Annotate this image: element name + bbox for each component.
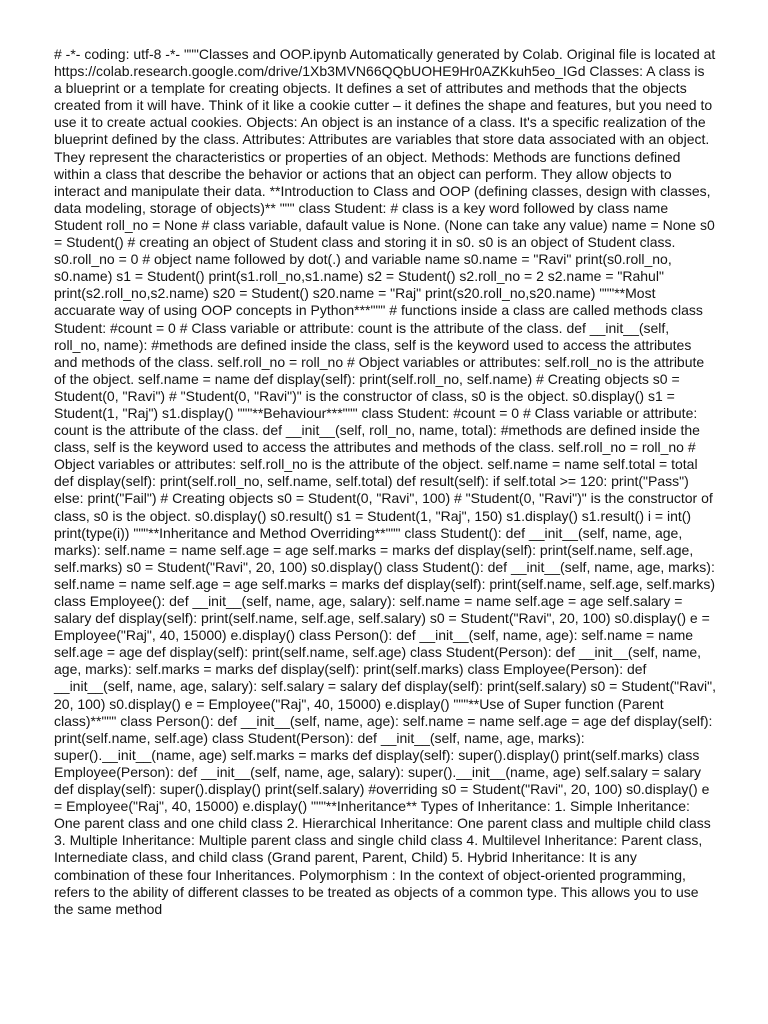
document-body-text: # -*- coding: utf-8 -*- """Classes and OOP.ipynb Automatically generated by Colab. Original file is located at https://colab.research.google.com/drive/1Xb3MVN66QQbUOHE9Hr0AZKkuh5eo_IGd Classes: A class is a blueprint or a template for creating objects. It defines a set of attributes and methods that the objects created from it will have. Think of it like a cookie cutter – it defines the shape and features, but you need to use it to create actual cookies. Objects: An object is an instance of a class. It's a specific realization of the blueprint defined by the class. Attributes: Attributes are variables that store data associated with an object. They represent the characteristics or properties of an object. Methods: Methods are functions defined within a class that describe the behavior or actions that an object can perform. They allow objects to interact and manipulate their data. **Introduction to Class and OOP (defining classes, design with classes, data modeling, storage of objects)** """ class Student: # class is a key word followed by class name Student roll_no = None # class variable, dafault value is None. (None can take any value) name = None s0 = Student() # creating an object of Student class and storing it in s0. s0 is an object of Student class. s0.roll_no = 0 # object name followed by dot(.) and variable name s0.name = "Ravi" print(s0.roll_no, s0.name) s1 = Student() print(s1.roll_no,s1.name) s2 = Student() s2.roll_no = 2 s2.name = "Rahul" print(s2.roll_no,s2.name) s20 = Student() s20.name = "Raj" print(s20.roll_no,s20.name) """**Most accuarate way of using OOP concepts in Python***""" # functions inside a class are called methods class Student: #count = 0 # Class variable or attribute: count is the attribute of the class. def __init__(self, roll_no, name): #methods are defined inside the class, self is the keyword used to access the attributes and methods of the class. self.roll_no = roll_no # Object variables or attributes: self.roll_no is the attribute of the object. self.name = name def display(self): print(self.roll_no, self.name) # Creating objects s0 = Student(0, "Ravi") # "Student(0, "Ravi")" is the constructor of class, s0 is the object. s0.display() s1 = Student(1, "Raj") s1.display() """**Behaviour***""" class Student: #count = 0 # Class variable or attribute: count is the attribute of the class. def __init__(self, roll_no, name, total): #methods are defined inside the class, self is the keyword used to access the attributes and methods of the class. self.roll_no = roll_no # Object variables or attributes: self.roll_no is the attribute of the object. self.name = name self.total = total def display(self): print(self.roll_no, self.name, self.total) def result(self): if self.total >= 120: print("Pass") else: print("Fail") # Creating objects s0 = Student(0, "Ravi", 100) # "Student(0, "Ravi")" is the constructor of class, s0 is the object. s0.display() s0.result() s1 = Student(1, "Raj", 150) s1.display() s1.result() i = int() print(type(i)) """**Inheritance and Method Overriding**""" class Student(): def __init__(self, name, age, marks): self.name = name self.age = age self.marks = marks def display(self): print(self.name, self.age, self.marks) s0 = Student("Ravi", 20, 100) s0.display() class Student(): def __init__(self, name, age, marks): self.name = name self.age = age self.marks = marks def display(self): print(self.name, self.age, self.marks) class Employee(): def __init__(self, name, age, salary): self.name = name self.age = age self.salary = salary def display(self): print(self.name, self.age, self.salary) s0 = Student("Ravi", 20, 100) s0.display() e = Employee("Raj", 40, 15000) e.display() class Person(): def __init__(self, name, age): self.name = name self.age = age def display(self): print(self.name, self.age) class Student(Person): def __init__(self, name, age, marks): self.marks = marks def display(self): print(self.marks) class Employee(Person): def __init__(self, name, age, salary): self.salary = salary def display(self): print(self.salary) s0 = Student("Ravi", 20, 100) s0.display() e = Employee("Raj", 40, 15000) e.display() """**Use of Super function (Parent class)**""" class Person(): def __init__(self, name, age): self.name = name self.age = age def display(self): print(self.name, self.age) class Student(Person): def __init__(self, name, age, marks): super().__init__(name, age) self.marks = marks def display(self): super().display() print(self.marks) class Employee(Person): def __init__(self, name, age, salary): super().__init__(name, age) self.salary = salary def display(self): super().display() print(self.salary) #overriding s0 = Student("Ravi", 20, 100) s0.display() e = Employee("Raj", 40, 15000) e.display() """**Inheritance** Types of Inheritance: 1. Simple Inheritance: One parent class and one child class 2. Hierarchical Inheritance: One parent class and multiple child class 3. Multiple Inheritance: Multiple parent class and single child class 4. Multilevel Inheritance: Parent class, Internediate class, and child class (Grand parent, Parent, Child) 5. Hybrid Inheritance: It is any combination of these four Inheritances. Polymorphism : In the context of object-oriented programming, refers to the ability of different classes to be treated as objects of a common type. This allows you to use the same method <box>54 46 716 917</box>
document-page <box>54 46 716 918</box>
